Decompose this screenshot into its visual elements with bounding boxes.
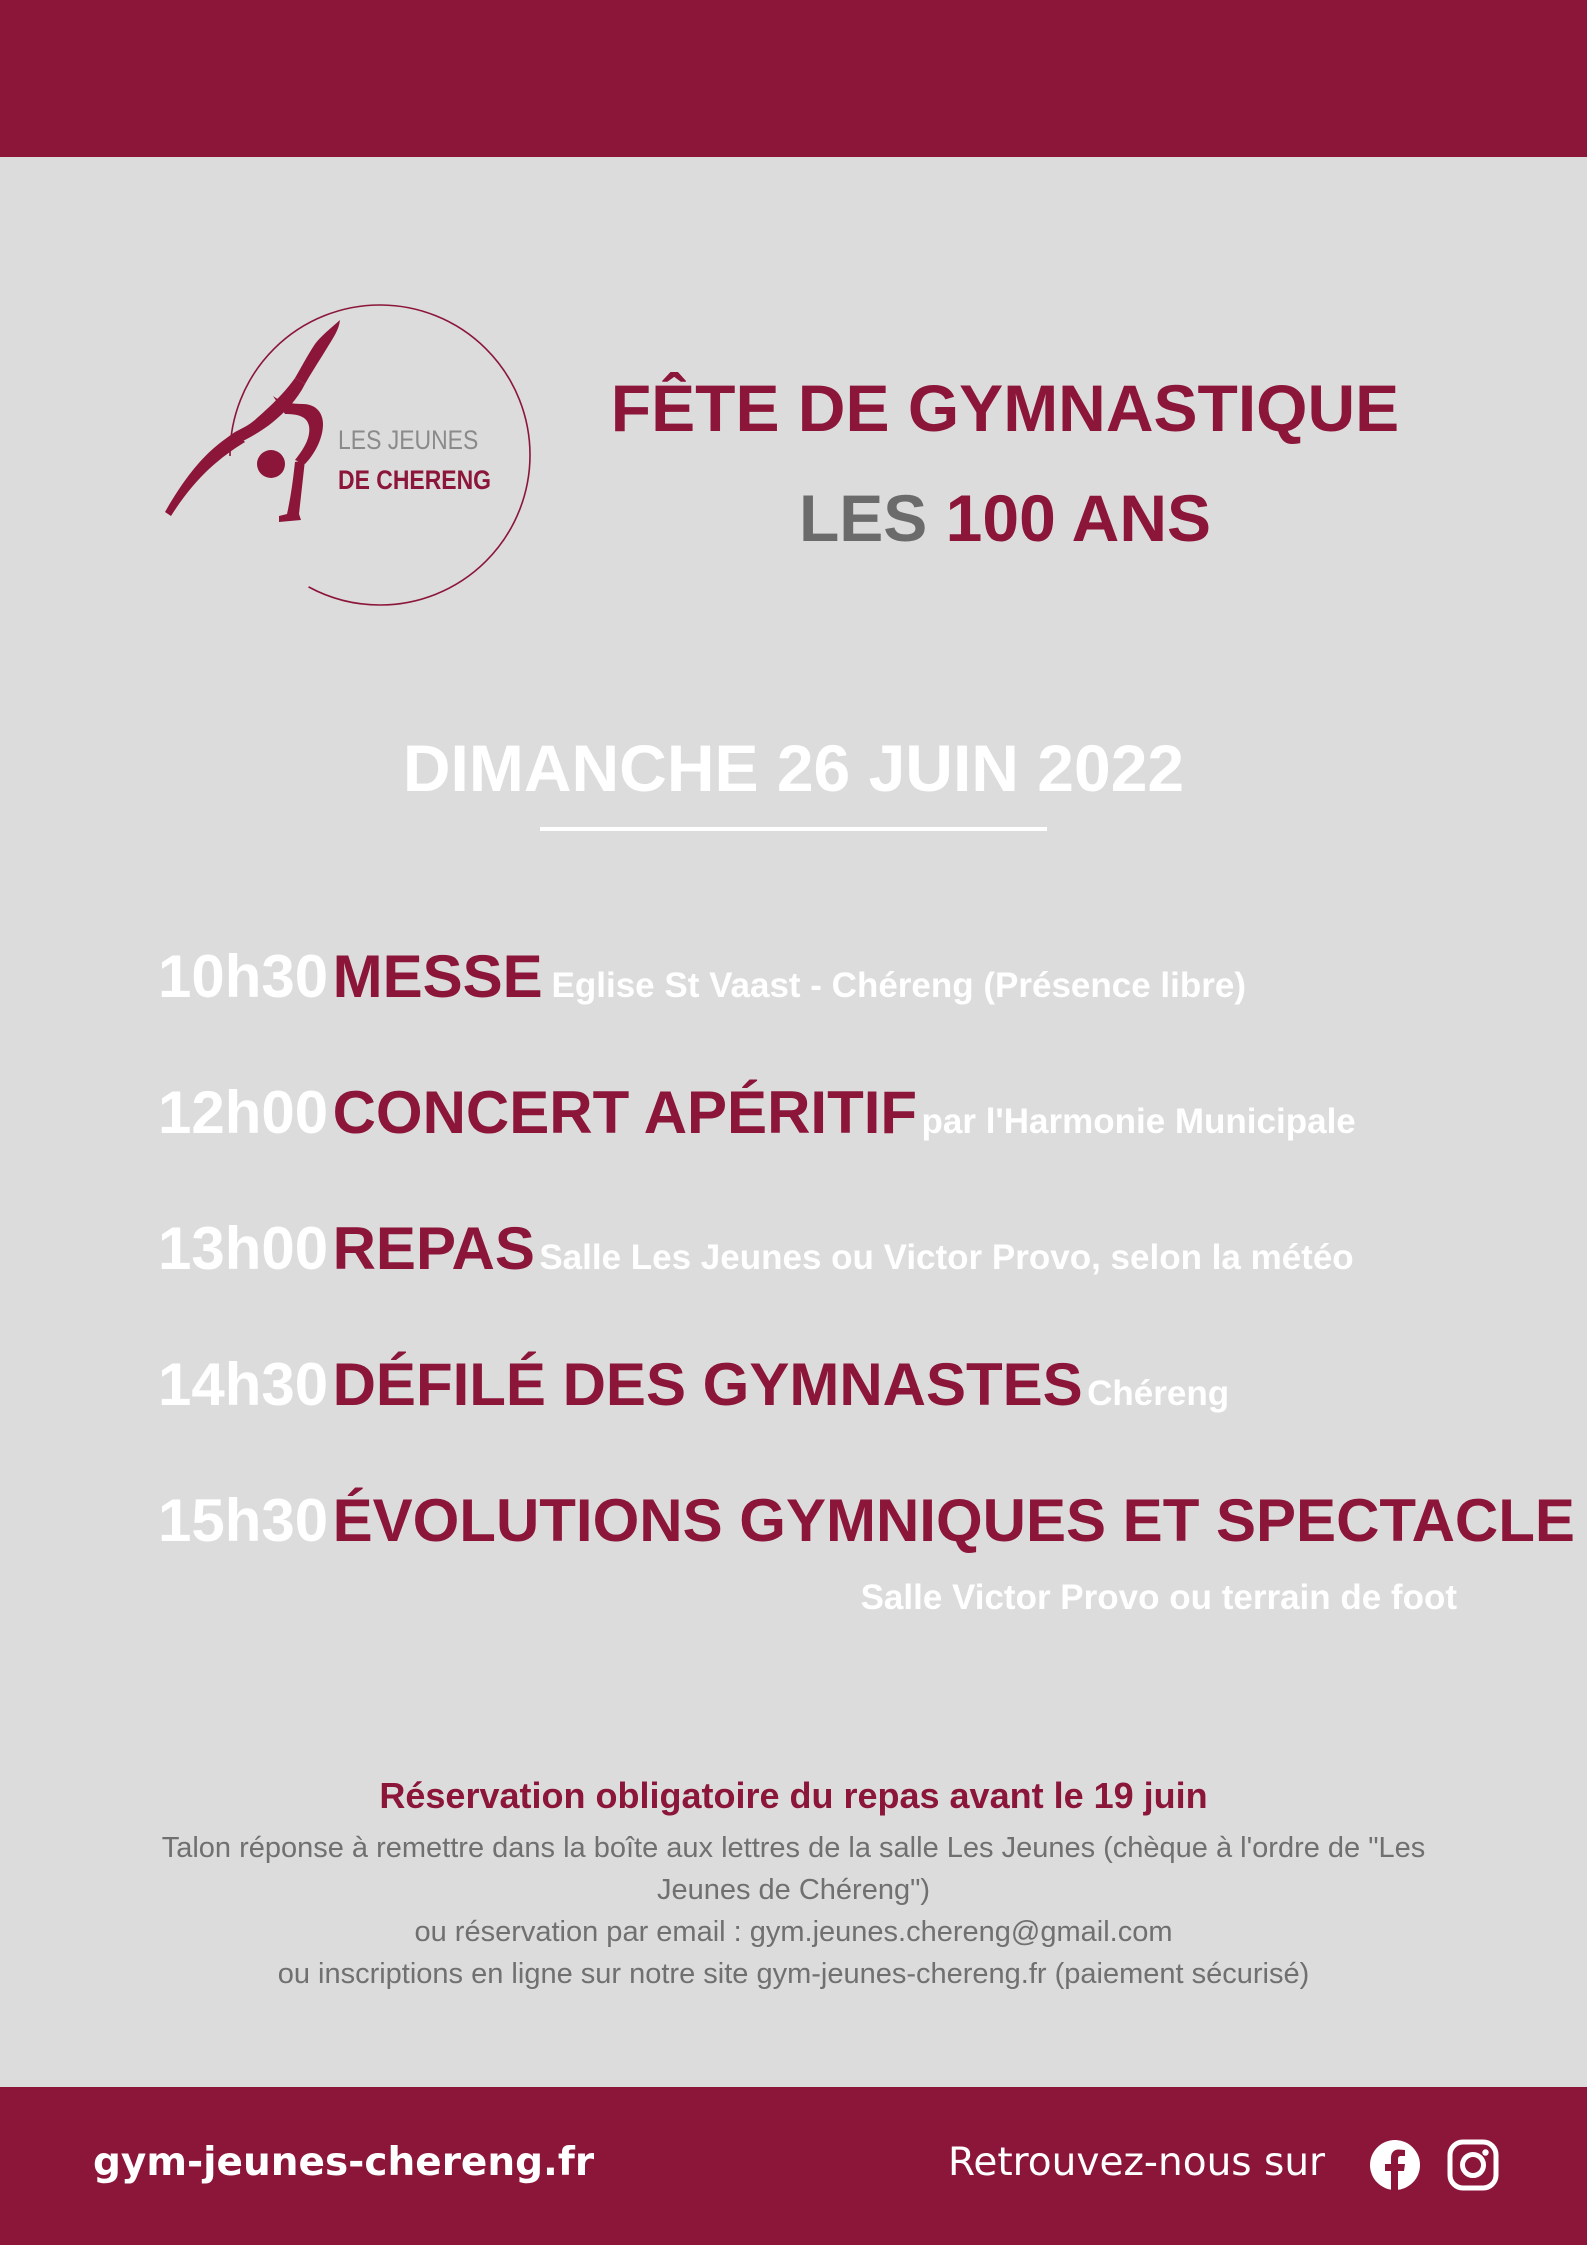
program-event: ÉVOLUTIONS GYMNIQUES ET SPECTACLE [332,1487,1575,1554]
program-time: 12h00 [158,1079,329,1146]
program-detail: par l'Harmonie Municipale [921,1102,1356,1141]
reservation-line: Jeunes de Chéreng") [656,1874,931,1906]
program-detail: Salle Les Jeunes ou Victor Provo, selon la météo [539,1238,1354,1277]
program-time: 15h30 [158,1487,329,1554]
date-underline [540,827,1047,831]
event-date: DIMANCHE 26 JUIN 2022 [402,731,1185,805]
reservation-title: Réservation obligatoire du repas avant le 19 juin [379,1775,1208,1816]
program-row [158,1214,1354,1283]
website-link[interactable]: gym-jeunes-chereng.fr [93,2140,595,2185]
reservation-text [110,1827,1477,1995]
program-row [158,1350,1229,1419]
program-row [158,1078,1356,1147]
reservation-line: Talon réponse à remettre dans la boîte aux lettres de la salle Les Jeunes (chèque à l'ordre de "Les [161,1832,1426,1864]
program-event: REPAS [332,1215,535,1282]
program-detail: Chéreng [1087,1374,1230,1413]
facebook-icon[interactable] [1368,2138,1422,2192]
subtitle-les: LES [798,481,928,555]
program-detail: Salle Victor Provo ou terrain de foot [860,1578,1457,1617]
program-event: DÉFILÉ DES GYMNASTES [332,1351,1083,1418]
program-time: 13h00 [158,1215,329,1282]
program-time: 10h30 [158,943,329,1010]
logo-line-1: LES JEUNES [338,425,479,455]
program-event: MESSE [332,943,543,1010]
event-title: FÊTE DE GYMNASTIQUE [610,371,1400,445]
instagram-icon[interactable] [1446,2138,1500,2192]
gymnast-silhouette-icon [165,320,340,522]
logo-line-2: DE CHERENG [338,465,492,495]
program-time: 14h30 [158,1351,329,1418]
program-event: CONCERT APÉRITIF [332,1079,918,1146]
top-banner [0,0,1587,157]
reservation-line: ou réservation par email : gym.jeunes.chereng@gmail.com [414,1916,1173,1948]
program-detail: Eglise St Vaast - Chéreng (Présence libre) [551,966,1246,1005]
program-row [158,1486,1575,1555]
subtitle-100-ans: 100 ANS [945,481,1212,555]
reservation-line: ou inscriptions en ligne sur notre site gym-jeunes-chereng.fr (paiement sécurisé) [277,1958,1310,1990]
follow-us-label: Retrouvez-nous sur [948,2140,1326,2185]
event-subtitle [560,480,1450,556]
program-row [158,942,1246,1011]
